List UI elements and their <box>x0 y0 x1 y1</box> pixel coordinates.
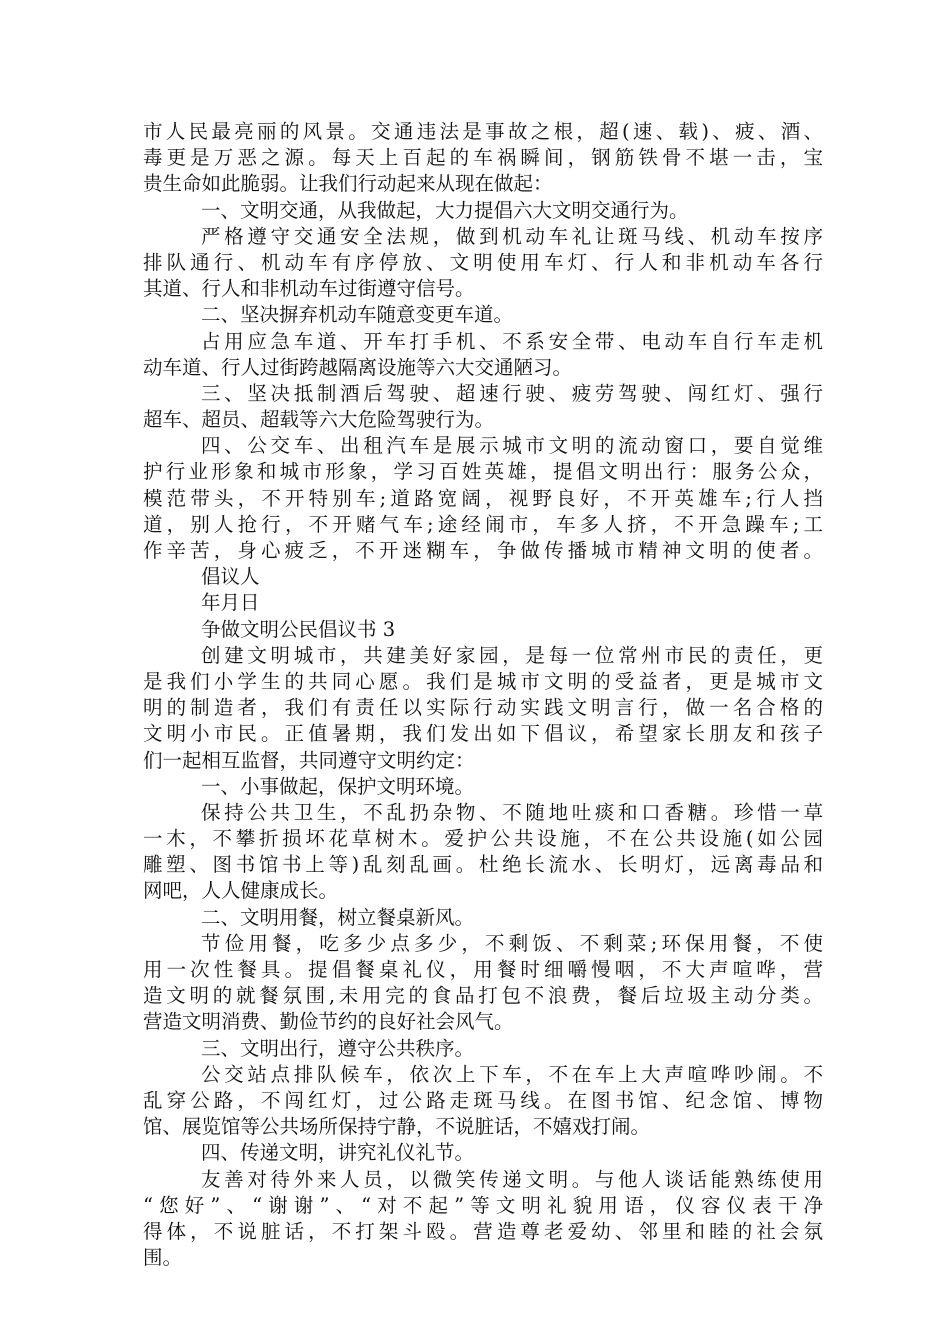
text-line: 公交站点排队候车，依次上下车，不在车上大声喧哗吵闹。不 <box>201 1062 823 1086</box>
text-line: 营造文明消费、勤俭节约的良好社会风气。 <box>143 1010 514 1034</box>
text-line: 一、小事做起，保护文明环境。 <box>201 774 475 798</box>
text-line: 倡议人 <box>201 565 260 589</box>
text-line: 围。 <box>143 1246 183 1270</box>
text-line: 造文明的就餐氛围,未用完的食品打包不浪费，餐后垃圾主动分类。 <box>143 984 823 1008</box>
text-line: 保持公共卫生，不乱扔杂物、不随地吐痰和口香糖。珍惜一草 <box>201 800 823 824</box>
text-line: 明的制造者，我们有责任以实际行动实践文明言行，做一名合格的 <box>143 696 823 720</box>
text-line: 友善对待外来人员，以微笑传递文明。与他人谈话能熟练使用 <box>201 1167 823 1191</box>
text-line: 争做文明公民倡议书 3 <box>201 617 396 641</box>
text-line: 是我们小学生的共同心愿。我们是城市文明的受益者，更是城市文 <box>143 669 823 693</box>
text-line: 道，别人抢行，不开赌气车;途经闹市，车多人挤，不开急躁车;工 <box>143 512 823 536</box>
text-line: 一木，不攀折损坏花草树木。爱护公共设施，不在公共设施(如公园 <box>143 827 823 851</box>
document-body <box>143 119 823 1271</box>
text-line: 护行业形象和城市形象，学习百姓英雄，提倡文明出行：服务公众， <box>143 460 823 484</box>
text-line: 严格遵守交通安全法规，做到机动车礼让斑马线、机动车按序 <box>201 224 823 248</box>
text-line: 超车、超员、超载等六大危险驾驶行为。 <box>143 408 495 432</box>
text-line: 们一起相互监督，共同遵守文明约定： <box>143 748 475 772</box>
text-line: 二、坚决摒弃机动车随意变更车道。 <box>201 303 514 327</box>
text-line: 一、文明交通，从我做起，大力提倡六大文明交通行为。 <box>201 198 689 222</box>
text-line: 二、文明用餐，树立餐桌新风。 <box>201 905 475 929</box>
text-line: 文明小市民。正值暑期，我们发出如下倡议，希望家长朋友和孩子 <box>143 722 823 746</box>
text-line: 四、传递文明，讲究礼仪礼节。 <box>201 1141 475 1165</box>
text-line: 动车道、行人过街跨越隔离设施等六大交通陋习。 <box>143 355 573 379</box>
text-line: 创建文明城市，共建美好家园，是每一位常州市民的责任，更 <box>201 643 823 667</box>
text-line: “您好”、“谢谢”、“对不起”等文明礼貌用语，仪容仪表干净 <box>143 1193 823 1217</box>
text-line: 雕塑、图书馆书上等)乱刻乱画。杜绝长流水、长明灯，远离毒品和 <box>143 853 823 877</box>
text-line: 占用应急车道、开车打手机、不系安全带、电动车自行车走机 <box>201 329 823 353</box>
text-line: 其道、行人和非机动车过街遵守信号。 <box>143 277 475 301</box>
text-line: 馆、展览馆等公共场所保持宁静，不说脏话，不嬉戏打闹。 <box>143 1115 651 1139</box>
text-line: 乱穿公路，不闯红灯，过公路走斑马线。在图书馆、纪念馆、博物 <box>143 1088 823 1112</box>
text-line: 用一次性餐具。提倡餐桌礼仪，用餐时细嚼慢咽，不大声喧哗，营 <box>143 958 823 981</box>
text-line: 三、坚决抵制酒后驾驶、超速行驶、疲劳驾驶、闯红灯、强行 <box>201 381 823 405</box>
text-line: 排队通行、机动车有序停放、文明使用车灯、行人和非机动车各行 <box>143 250 823 274</box>
text-line: 模范带头，不开特别车;道路宽阔，视野良好，不开英雄车;行人挡 <box>143 486 823 510</box>
text-line: 贵生命如此脆弱。让我们行动起来从现在做起： <box>143 172 553 196</box>
text-line: 四、公交车、出租汽车是展示城市文明的流动窗口，要自觉维 <box>201 434 823 458</box>
text-line: 网吧，人人健康成长。 <box>143 879 339 903</box>
text-line: 毒更是万恶之源。每天上百起的车祸瞬间，钢筋铁骨不堪一击，宝 <box>143 146 823 170</box>
text-line: 市人民最亮丽的风景。交通违法是事故之根，超(速、载)、疲、酒、 <box>143 120 823 143</box>
text-line: 三、文明出行，遵守公共秩序。 <box>201 1036 475 1060</box>
text-line: 得体，不说脏话，不打架斗殴。营造尊老爱幼、邻里和睦的社会氛 <box>143 1219 823 1243</box>
text-line: 作辛苦，身心疲乏，不开迷糊车，争做传播城市精神文明的使者。 <box>143 539 823 562</box>
text-line: 年月日 <box>201 591 260 615</box>
text-line: 节俭用餐，吃多少点多少，不剩饭、不剩菜;环保用餐，不使 <box>201 931 823 955</box>
